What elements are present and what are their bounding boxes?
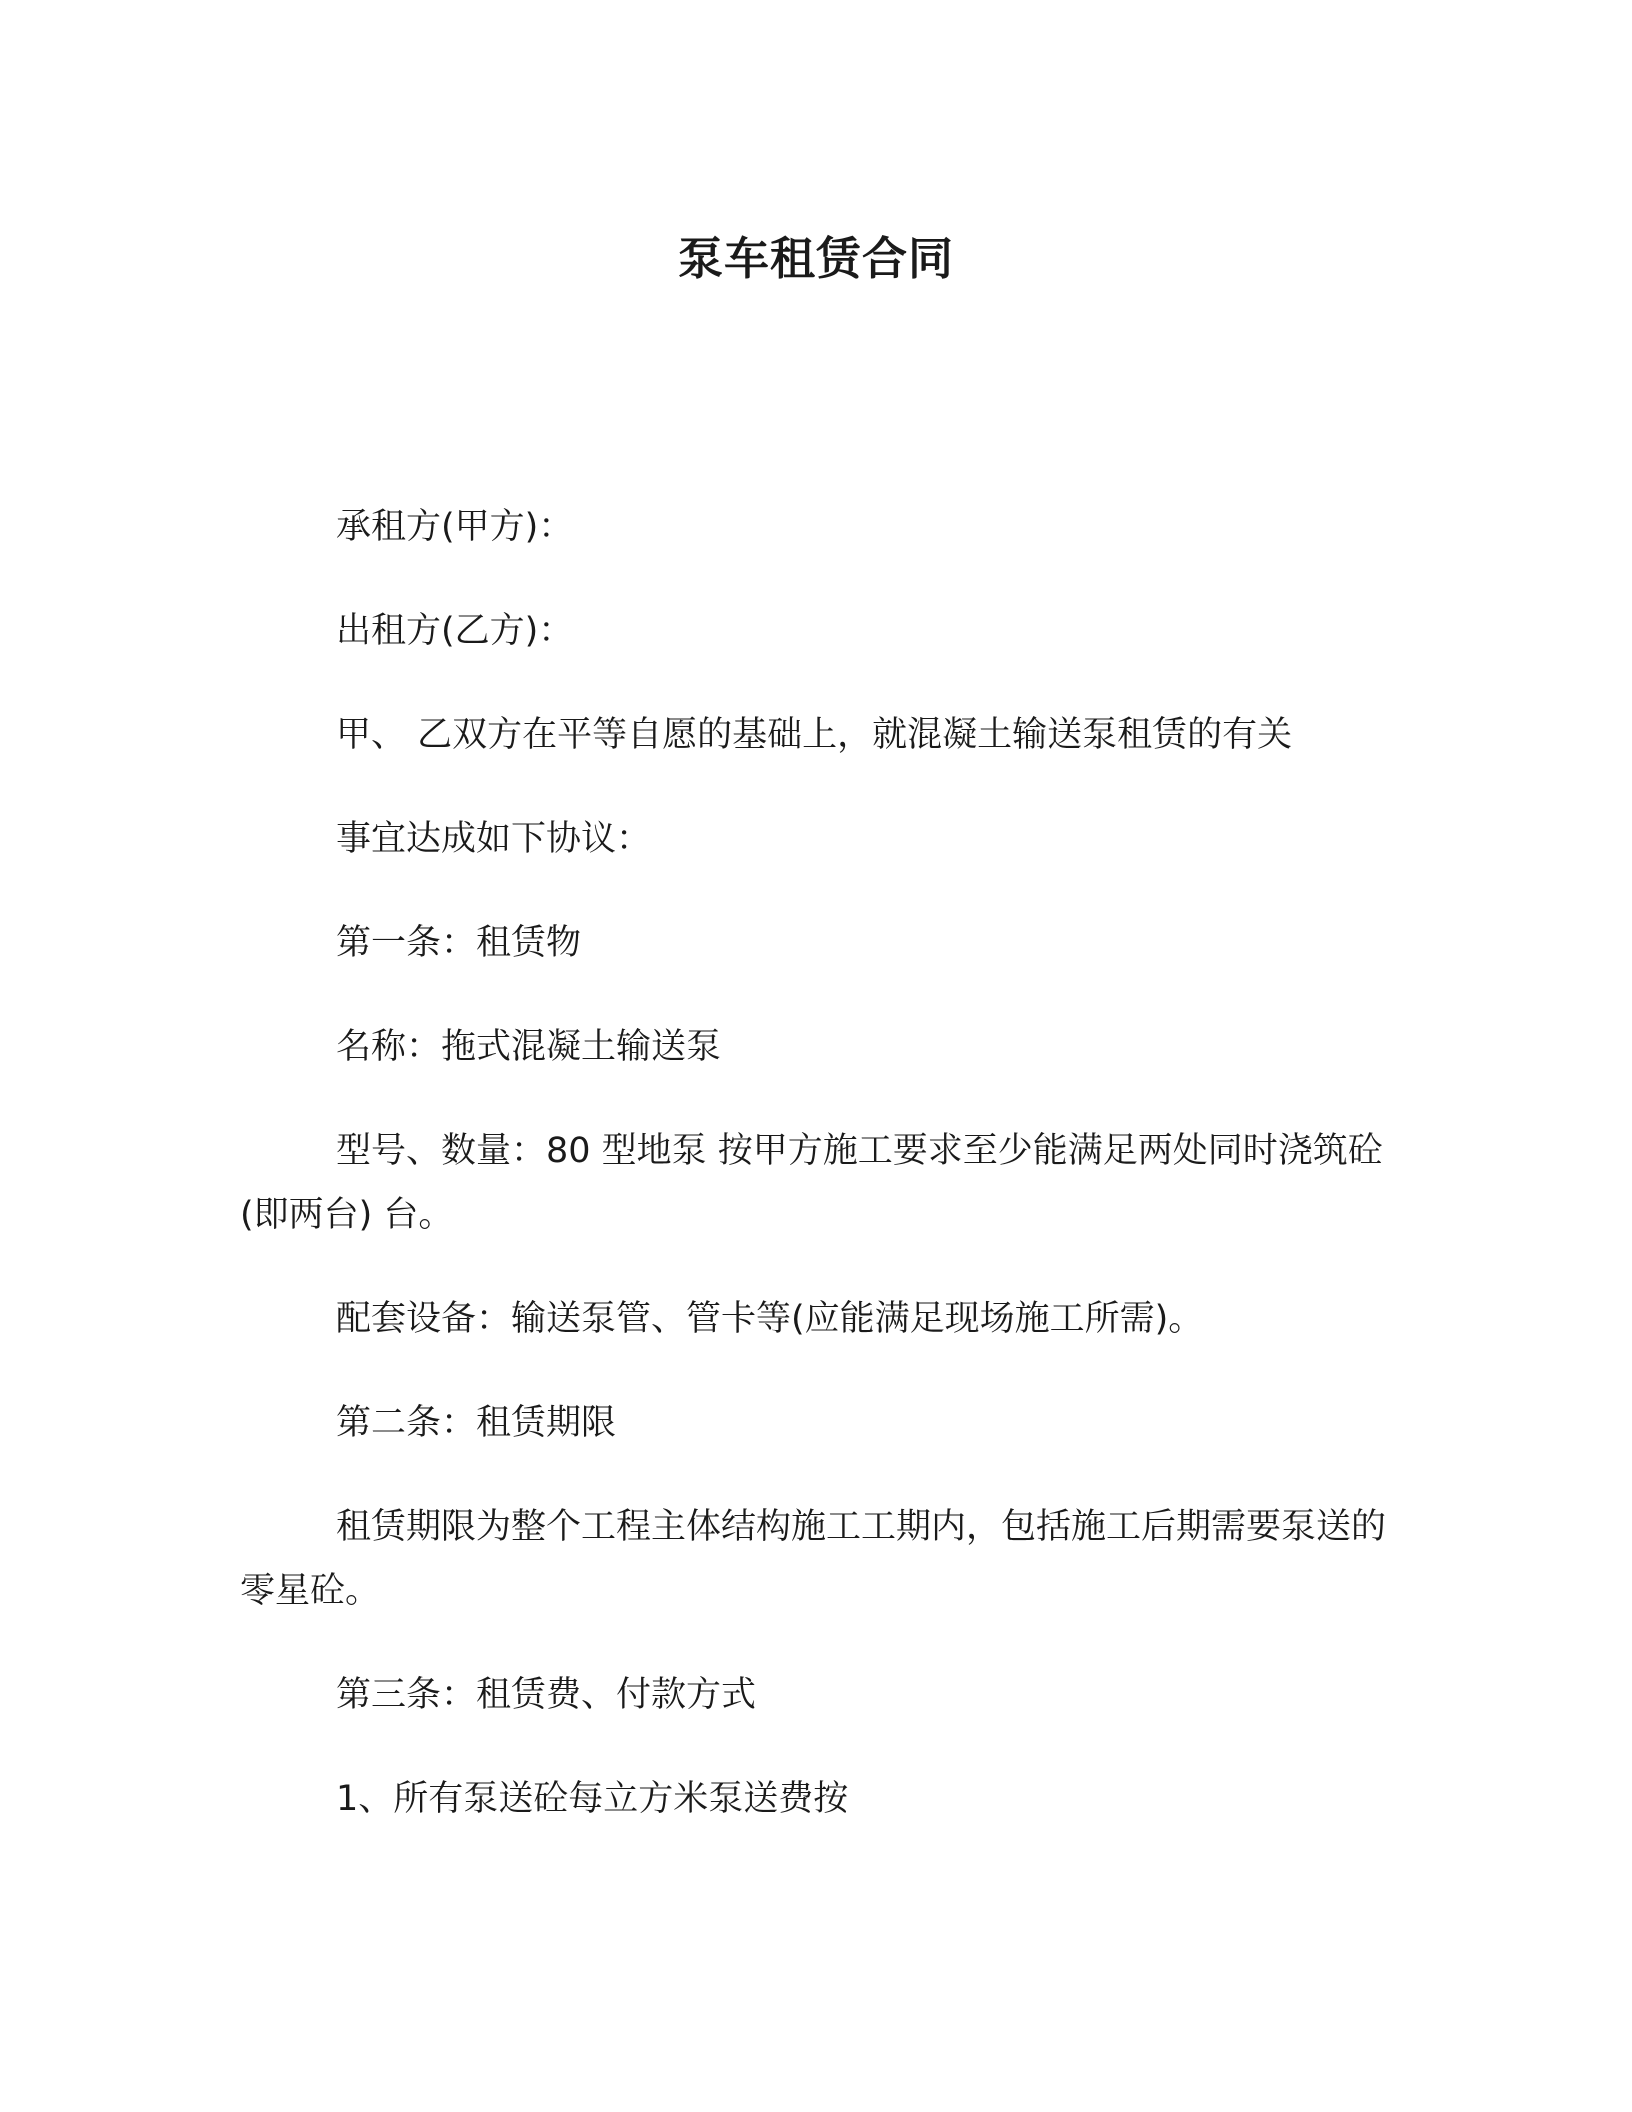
article-3-heading: 第三条：租赁费、付款方式 [336, 1675, 757, 1715]
model-quantity: 型号、数量：80 型地泵 按甲方施工要求至少能满足两处同时浇筑砼(即两台) 台。 [240, 1131, 1383, 1235]
article-2-heading: 第二条：租赁期限 [336, 1403, 617, 1443]
lessee-line: 承租方(甲方)： [336, 507, 574, 547]
lease-term: 租赁期限为整个工程主体结构施工工期内，包括施工后期需要泵送的零星砼。 [240, 1507, 1387, 1611]
lessor-line: 出租方(乙方)： [336, 611, 574, 651]
intro-line-1: 甲、 乙双方在平等自愿的基础上，就混凝土输送泵租赁的有关 [336, 715, 1293, 755]
accessories: 配套设备：输送泵管、管卡等(应能满足现场施工所需)。 [336, 1299, 1204, 1339]
pricing-item-1: 1、所有泵送砼每立方米泵送费按 [336, 1779, 849, 1819]
equipment-name: 名称：拖式混凝土输送泵 [336, 1027, 722, 1067]
intro-line-2: 事宜达成如下协议： [336, 819, 652, 859]
article-1-heading: 第一条：租赁物 [336, 923, 582, 963]
document-title: 泵车租赁合同 [677, 232, 954, 285]
document-body [240, 495, 1400, 1871]
